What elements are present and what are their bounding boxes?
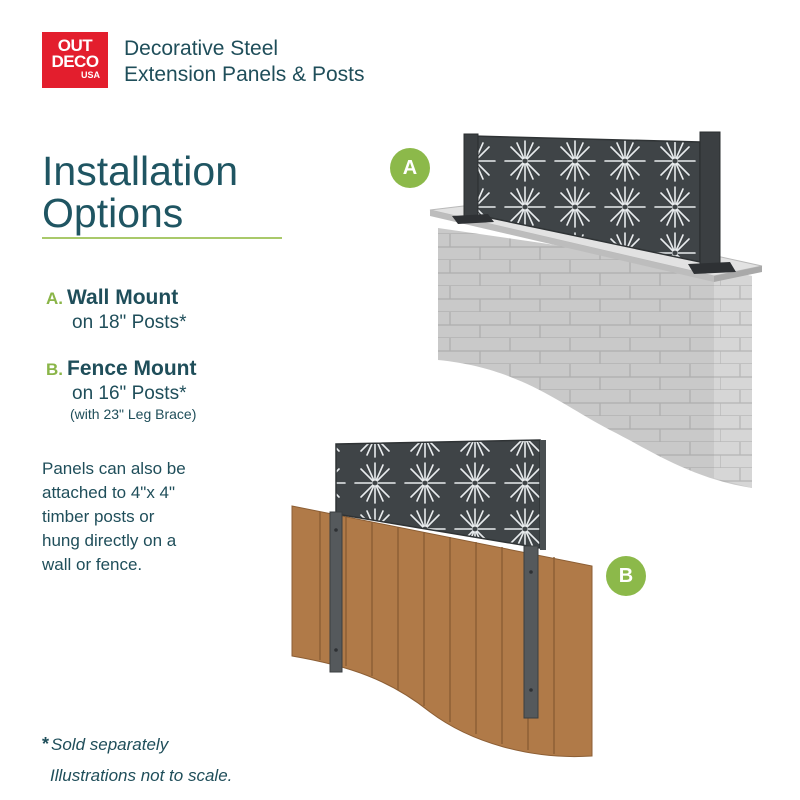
product-title-line2: Extension Panels & Posts: [124, 63, 365, 86]
info-line: attached to 4"x 4": [42, 483, 176, 502]
option-name: Wall Mount: [67, 286, 179, 309]
page-title-line2: Options: [42, 190, 184, 236]
asterisk: *: [42, 734, 50, 754]
info-line: wall or fence.: [42, 555, 143, 574]
info-line: hung directly on a: [42, 531, 177, 550]
info-line: timber posts or: [42, 507, 155, 526]
option-detail: on 18" Posts*: [72, 312, 187, 333]
option-letter: B.: [46, 360, 63, 379]
option-a-badge: A: [390, 148, 430, 188]
option-note: (with 23" Leg Brace): [70, 406, 197, 422]
option-letter: A.: [46, 289, 63, 308]
option-detail: on 16" Posts*: [72, 383, 187, 404]
option-name: Fence Mount: [67, 357, 197, 380]
footnote-text: Sold separately: [51, 735, 169, 754]
page-title-line1: Installation: [42, 148, 239, 194]
logo-line-usa: USA: [80, 70, 100, 80]
option-b-badge: B: [606, 556, 646, 596]
footnote-scale: Illustrations not to scale.: [50, 766, 233, 785]
info-line: Panels can also be: [42, 459, 186, 478]
product-title-line1: Decorative Steel: [124, 37, 279, 60]
logo-line-deco: DECO: [51, 52, 99, 71]
logo-line-out: OUT: [57, 36, 93, 55]
